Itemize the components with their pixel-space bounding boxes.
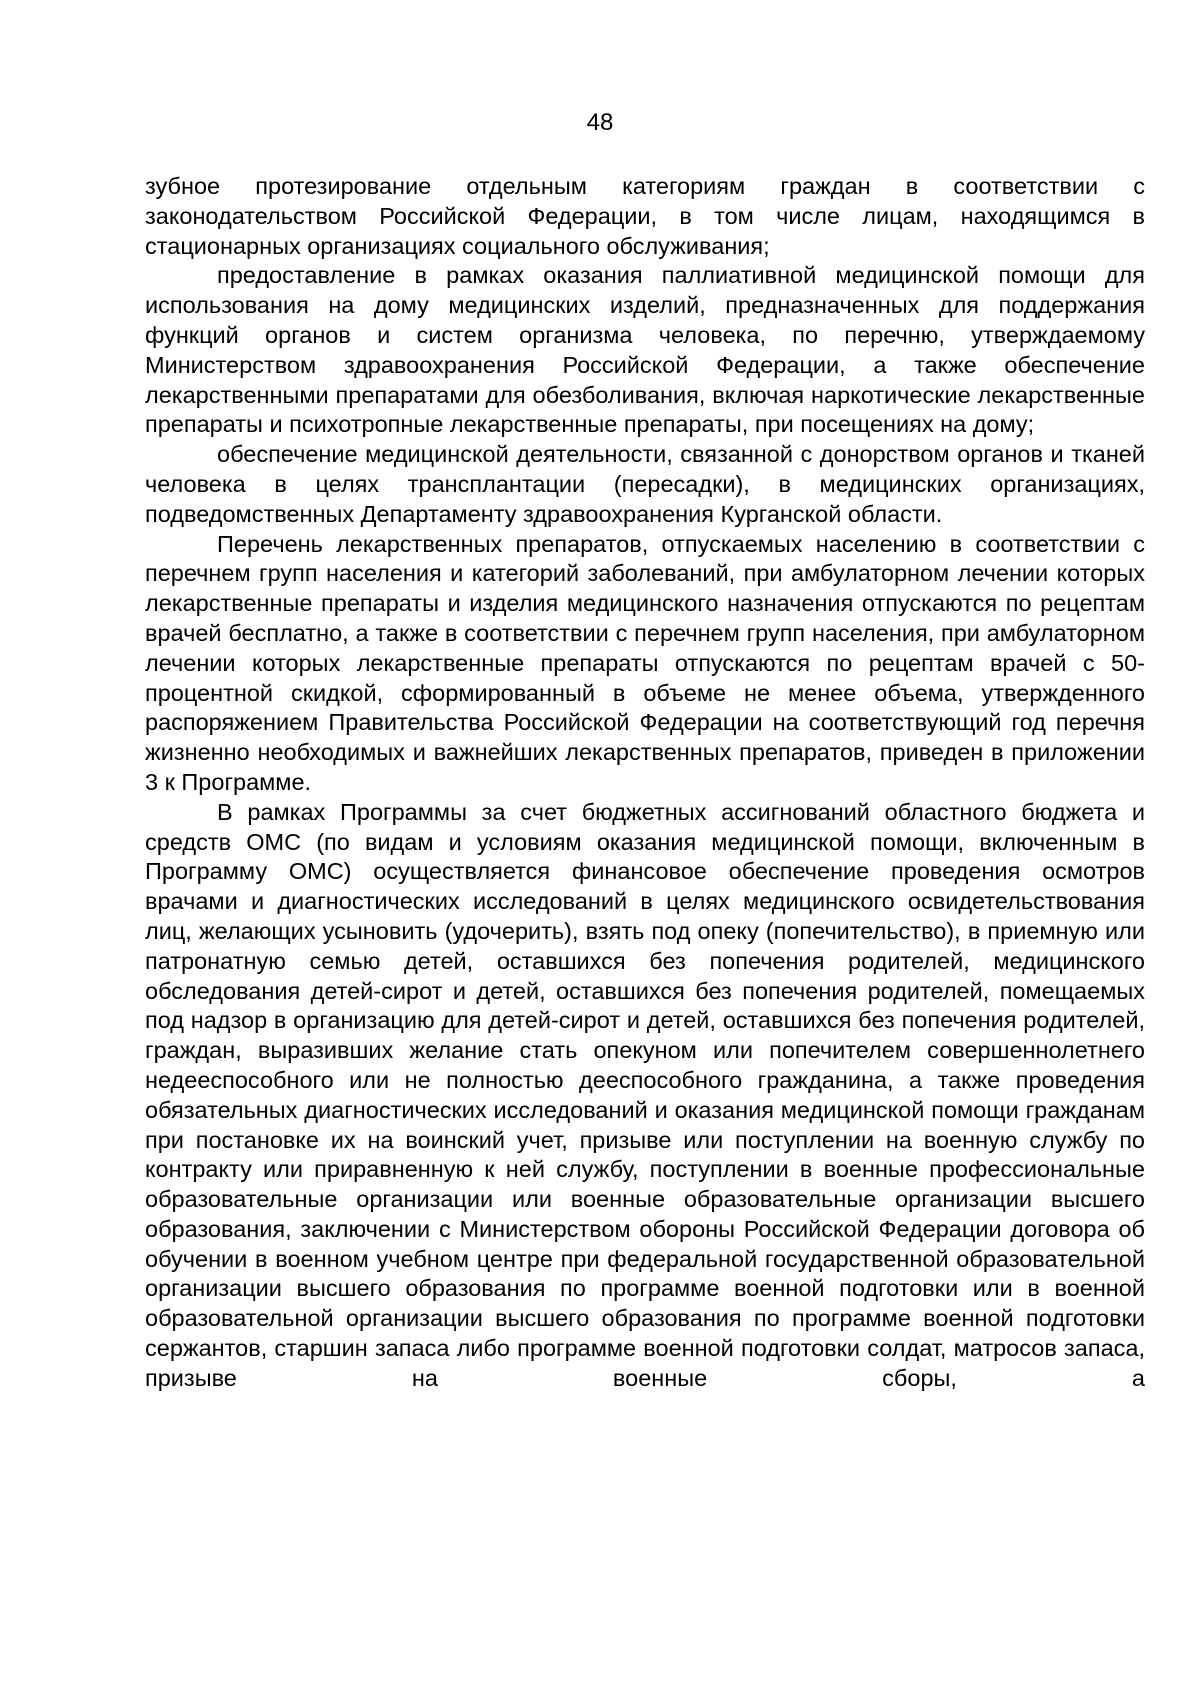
document-body [145, 172, 1145, 1394]
paragraph-organ-donation: обеспечение медицинской деятельности, связанной с донорством органов и тканей человека в целях трансплантации (пересадки), в медицинских организациях, подведомственных Департаменту здравоохранения Курганской области. [145, 441, 1145, 527]
paragraph-palliative-care: предоставление в рамках оказания паллиативной медицинской помощи для использования на дому медицинских изделий, предназначенных для поддержания функций органов и систем организма человека, по перечню, утверждаемому Министерством здравоохранения Российской Федерации, а также обеспечение лекарственными препаратами для обезболивания, включая наркотические лекарственные препараты и психотропные лекарственные препараты, при посещениях на дому; [145, 262, 1145, 438]
paragraph-program-financing: В рамках Программы за счет бюджетных ассигнований областного бюджета и средств ОМС (по видам и условиям оказания медицинской помощи, включенным в Программу ОМС) осуществляется финансовое обеспечение проведения осмотров врачами и диагностических исследований в целях медицинского освидетельствования лиц, желающих усыновить (удочерить), взять под опеку (попечительство), в приемную или патронатную семью детей, оставшихся без попечения родителей, медицинского обследования детей-сирот и детей, оставшихся без попечения родителей, помещаемых под надзор в организацию для детей-сирот и детей, оставшихся без попечения родителей, граждан, выразивших желание стать опекуном или попечителем совершеннолетнего недееспособного или не полностью дееспособного гражданина, а также проведения обязательных диагностических исследований и оказания медицинской помощи гражданам при постановке их на воинский учет, призыве или поступлении на военную службу по контракту или приравненную к ней службу, поступлении в военные профессиональные образовательные организации или военные образовательные организации высшего образования, заключении с Министерством обороны Российской Федерации договора об обучении в военном учебном центре при федеральной государственной образовательной организации высшего образования по программе военной подготовки или в военной образовательной организации высшего образования по программе военной подготовки сержантов, старшин запаса либо программе военной подготовки солдат, матросов запаса, призыве на военные сборы, а [145, 798, 1145, 1391]
page-number: 48 [586, 109, 614, 136]
paragraph-medicines-list: Перечень лекарственных препаратов, отпускаемых населению в соответствии с перечнем групп населения и категорий заболеваний, при амбулаторном лечении которых лекарственные препараты и изделия медицинского назначения отпускаются по рецептам врачей бесплатно, а также в соответствии с перечнем групп населения, при амбулаторном лечении которых лекарственные препараты отпускаются по рецептам врачей с 50-процентной скидкой, сформированный в объеме не менее объема, утвержденного распоряжением Правительства Российской Федерации на соответствующий год перечня жизненно необходимых и важнейших лекарственных препаратов, приведен в приложении 3 к Программе. [145, 530, 1145, 795]
paragraph-dental-prosthetics: зубное протезирование отдельным категориям граждан в соответствии с законодательством Российской Федерации, в том числе лицам, находящимся в стационарных организациях социального обслуживания; [145, 173, 1145, 259]
